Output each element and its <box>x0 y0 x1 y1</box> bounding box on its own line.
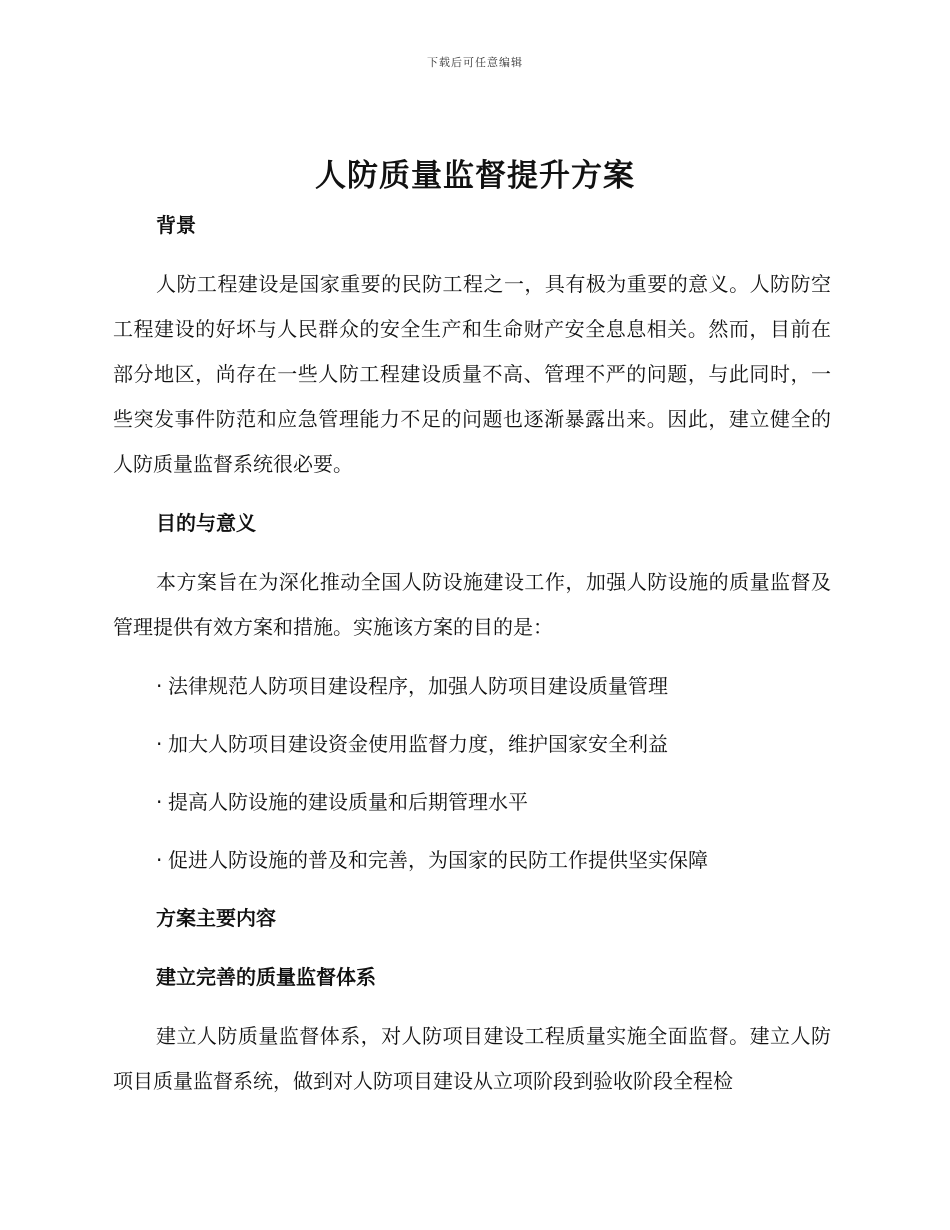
purpose-paragraph: 本方案旨在为深化推动全国人防设施建设工作，加强人防设施的质量监督及管理提供有效方案和措施。实施该方案的目的是： <box>113 570 831 639</box>
bullet-item <box>113 664 831 709</box>
bullet-text: 提高人防设施的建设质量和后期管理水平 <box>168 790 528 814</box>
bullet-dot: · <box>156 732 163 756</box>
background-paragraph: 人防工程建设是国家重要的民防工程之一，具有极为重要的意义。人防防空工程建设的好坏与人民群众的安全生产和生命财产安全息息相关。然而，目前在部分地区，尚存在一些人防工程建设质量不高、管理不严的问题，与此同时，一些突发事件防范和应急管理能力不足的问题也逐渐暴露出来。因此，建立健全的人防质量监督系统很必要。 <box>113 272 831 476</box>
purpose-bullet-list <box>113 664 831 883</box>
bullet-text: 促进人防设施的普及和完善，为国家的民防工作提供坚实保障 <box>168 848 708 872</box>
bullet-text: 法律规范人防项目建设程序，加强人防项目建设质量管理 <box>168 674 668 698</box>
bullet-dot: · <box>156 674 163 698</box>
bullet-dot: · <box>156 848 163 872</box>
bullet-dot: · <box>156 790 163 814</box>
document-body <box>113 203 831 1118</box>
purpose-heading: 目的与意义 <box>156 511 256 535</box>
page-title: 人防质量监督提升方案 <box>315 158 635 194</box>
bullet-item <box>113 780 831 825</box>
bullet-item <box>113 722 831 767</box>
quality-system-heading: 建立完善的质量监督体系 <box>156 965 376 989</box>
quality-system-paragraph: 建立人防质量监督体系，对人防项目建设工程质量实施全面监督。建立人防项目质量监督系统，做到对人防项目建设从立项阶段到验收阶段全程检 <box>113 1024 831 1093</box>
bullet-text: 加大人防项目建设资金使用监督力度，维护国家安全利益 <box>168 732 668 756</box>
background-heading: 背景 <box>156 213 196 237</box>
header-note: 下载后可任意编辑 <box>427 56 523 69</box>
main-content-heading: 方案主要内容 <box>156 906 276 930</box>
bullet-item <box>113 838 831 883</box>
